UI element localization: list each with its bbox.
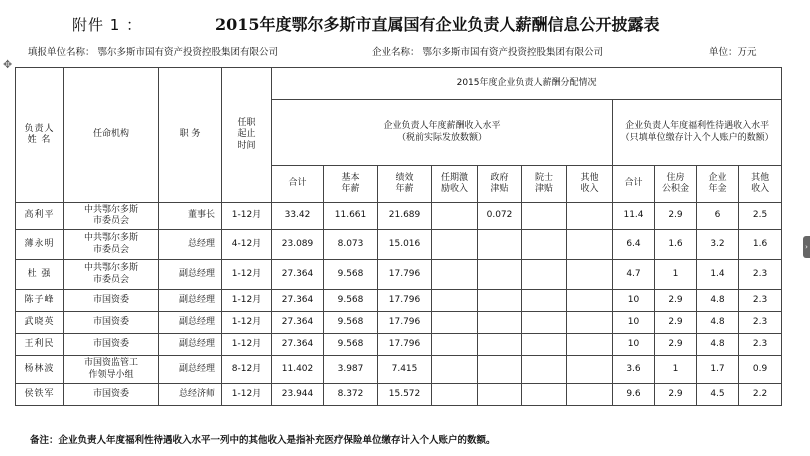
cell-housing: 1 [655,356,697,384]
cell-basic: 8.073 [324,230,378,260]
cell-term-inc [432,356,478,384]
sub-header-basic: 基本 年薪 [324,166,378,203]
cell-term: 1-12月 [222,203,272,230]
cell-post: 副总经理 [159,312,222,334]
cell-annuity: 6 [697,203,739,230]
cell-basic: 9.568 [324,334,378,356]
group-header: 2015年度企业负责人薪酬分配情况 [272,68,782,100]
cell-term-inc [432,334,478,356]
cell-total: 27.364 [272,334,324,356]
table-row [16,312,782,334]
cell-org: 市国资委 [64,290,159,312]
cell-gov: 0.072 [478,203,522,230]
cell-org: 中共鄂尔多斯 市委员会 [64,203,159,230]
cell-basic: 9.568 [324,312,378,334]
table-body [16,203,782,406]
cell-other [567,356,613,384]
cell-w-other: 2.3 [739,260,782,290]
cell-housing: 2.9 [655,384,697,406]
cell-name: 杨林波 [16,356,64,384]
cell-post: 总经理 [159,230,222,260]
cell-other [567,384,613,406]
table-row [16,260,782,290]
cell-total: 23.944 [272,384,324,406]
cell-w-other: 2.3 [739,334,782,356]
annual-income-header: 企业负责人年度薪酬收入水平 （税前实际发放数额） [272,100,613,166]
company-label: 企业名称： [372,47,420,58]
cell-term-inc [432,384,478,406]
cell-w-total: 4.7 [613,260,655,290]
sub-header-other-income: 其他 收入 [567,166,613,203]
cell-term: 4-12月 [222,230,272,260]
cell-w-other: 0.9 [739,356,782,384]
table-row [16,230,782,260]
cell-org: 中共鄂尔多斯 市委员会 [64,260,159,290]
sub-header-welfare-total: 合计 [613,166,655,203]
cell-annuity: 4.8 [697,312,739,334]
cell-name: 陈子峰 [16,290,64,312]
cell-name: 高利平 [16,203,64,230]
cell-term: 1-12月 [222,334,272,356]
sub-header-total: 合计 [272,166,324,203]
reporter-value: 鄂尔多斯市国有资产投资控股集团有限公司 [97,47,279,58]
cell-perf: 17.796 [378,312,432,334]
cell-term-inc [432,230,478,260]
cell-housing: 1.6 [655,230,697,260]
cell-total: 27.364 [272,260,324,290]
cell-academic [522,356,567,384]
cell-other [567,334,613,356]
cell-perf: 17.796 [378,290,432,312]
cell-name: 杜 强 [16,260,64,290]
cell-total: 33.42 [272,203,324,230]
cell-housing: 2.9 [655,312,697,334]
cell-housing: 2.9 [655,203,697,230]
footnote: 备注：企业负责人年度福利性待遇收入水平一列中的其他收入是指补充医疗保险单位缴存计入个人账户的数额。 [30,435,496,446]
table-move-handle-icon[interactable]: ✥ [3,58,13,71]
cell-academic [522,384,567,406]
cell-annuity: 3.2 [697,230,739,260]
sub-header-term-incentive: 任期激 励收入 [432,166,478,203]
cell-w-other: 2.5 [739,203,782,230]
cell-post: 总经济师 [159,384,222,406]
cell-org: 市国资委 [64,312,159,334]
salary-table [15,67,782,406]
cell-gov [478,384,522,406]
table-row [16,290,782,312]
cell-perf: 7.415 [378,356,432,384]
cell-basic: 11.661 [324,203,378,230]
cell-name: 武晓英 [16,312,64,334]
side-scroll-tab[interactable]: › [803,236,810,258]
cell-housing: 2.9 [655,334,697,356]
cell-term: 1-12月 [222,312,272,334]
cell-annuity: 1.7 [697,356,739,384]
unit-label: 单位：万元 [709,47,757,58]
cell-name: 薄永明 [16,230,64,260]
cell-w-total: 10 [613,312,655,334]
cell-post: 副总经理 [159,334,222,356]
cell-post: 副总经理 [159,290,222,312]
cell-other [567,203,613,230]
col-header-org: 任命机构 [64,68,159,203]
cell-name: 王利民 [16,334,64,356]
cell-post: 副总经理 [159,356,222,384]
cell-w-total: 9.6 [613,384,655,406]
col-header-post: 职 务 [159,68,222,203]
cell-org: 市国资监管工 作领导小组 [64,356,159,384]
cell-academic [522,290,567,312]
cell-total: 23.089 [272,230,324,260]
cell-annuity: 1.4 [697,260,739,290]
cell-total: 27.364 [272,290,324,312]
title-row [0,10,810,38]
cell-other [567,260,613,290]
cell-term-inc [432,312,478,334]
cell-name: 侯铁军 [16,384,64,406]
cell-perf: 15.572 [378,384,432,406]
cell-academic [522,203,567,230]
cell-annuity: 4.8 [697,334,739,356]
cell-w-total: 3.6 [613,356,655,384]
cell-annuity: 4.8 [697,290,739,312]
sub-header-gov-allowance: 政府 津贴 [478,166,522,203]
reporter-info [28,44,278,58]
cell-w-other: 2.2 [739,384,782,406]
cell-perf: 17.796 [378,260,432,290]
cell-academic [522,334,567,356]
cell-other [567,312,613,334]
cell-w-total: 11.4 [613,203,655,230]
cell-gov [478,356,522,384]
cell-housing: 2.9 [655,290,697,312]
welfare-income-header: 企业负责人年度福利性待遇收入水平 （只填单位缴存计入个人账户的数额） [613,100,782,166]
cell-w-total: 6.4 [613,230,655,260]
cell-post: 副总经理 [159,260,222,290]
cell-w-total: 10 [613,290,655,312]
sub-header-performance: 绩效 年薪 [378,166,432,203]
cell-term: 1-12月 [222,260,272,290]
cell-org: 中共鄂尔多斯 市委员会 [64,230,159,260]
cell-term: 1-12月 [222,384,272,406]
sub-header-housing-fund: 住房 公积金 [655,166,697,203]
cell-academic [522,230,567,260]
cell-housing: 1 [655,260,697,290]
cell-perf: 21.689 [378,203,432,230]
cell-term-inc [432,260,478,290]
cell-basic: 8.372 [324,384,378,406]
cell-basic: 9.568 [324,260,378,290]
cell-total: 11.402 [272,356,324,384]
cell-basic: 3.987 [324,356,378,384]
cell-perf: 17.796 [378,334,432,356]
cell-academic [522,260,567,290]
cell-w-other: 1.6 [739,230,782,260]
cell-w-other: 2.3 [739,312,782,334]
cell-org: 市国资委 [64,384,159,406]
cell-term-inc [432,203,478,230]
table-row [16,203,782,230]
cell-term: 1-12月 [222,290,272,312]
table-row [16,334,782,356]
cell-w-total: 10 [613,334,655,356]
cell-gov [478,312,522,334]
cell-gov [478,290,522,312]
cell-w-other: 2.3 [739,290,782,312]
cell-other [567,230,613,260]
col-header-name: 负责人 姓 名 [16,68,64,203]
cell-annuity: 4.5 [697,384,739,406]
table-row [16,356,782,384]
table-row [16,384,782,406]
cell-org: 市国资委 [64,334,159,356]
cell-total: 27.364 [272,312,324,334]
cell-gov [478,230,522,260]
col-header-term: 任职 起止 时间 [222,68,272,203]
sub-header-welfare-other: 其他 收入 [739,166,782,203]
cell-basic: 9.568 [324,290,378,312]
reporter-label: 填报单位名称： [28,47,95,58]
cell-post: 董事长 [159,203,222,230]
cell-perf: 15.016 [378,230,432,260]
cell-gov [478,260,522,290]
company-value: 鄂尔多斯市国有资产投资控股集团有限公司 [422,47,604,58]
attachment-label: 附件 1 ： [72,16,143,34]
cell-term: 8-12月 [222,356,272,384]
cell-gov [478,334,522,356]
company-info [372,44,603,58]
page-title: 2015年度鄂尔多斯市直属国有企业负责人薪酬信息公开披露表 [215,15,660,34]
cell-other [567,290,613,312]
sub-header-annuity: 企业 年金 [697,166,739,203]
cell-academic [522,312,567,334]
sub-header-academic-allowance: 院士 津贴 [522,166,567,203]
cell-term-inc [432,290,478,312]
